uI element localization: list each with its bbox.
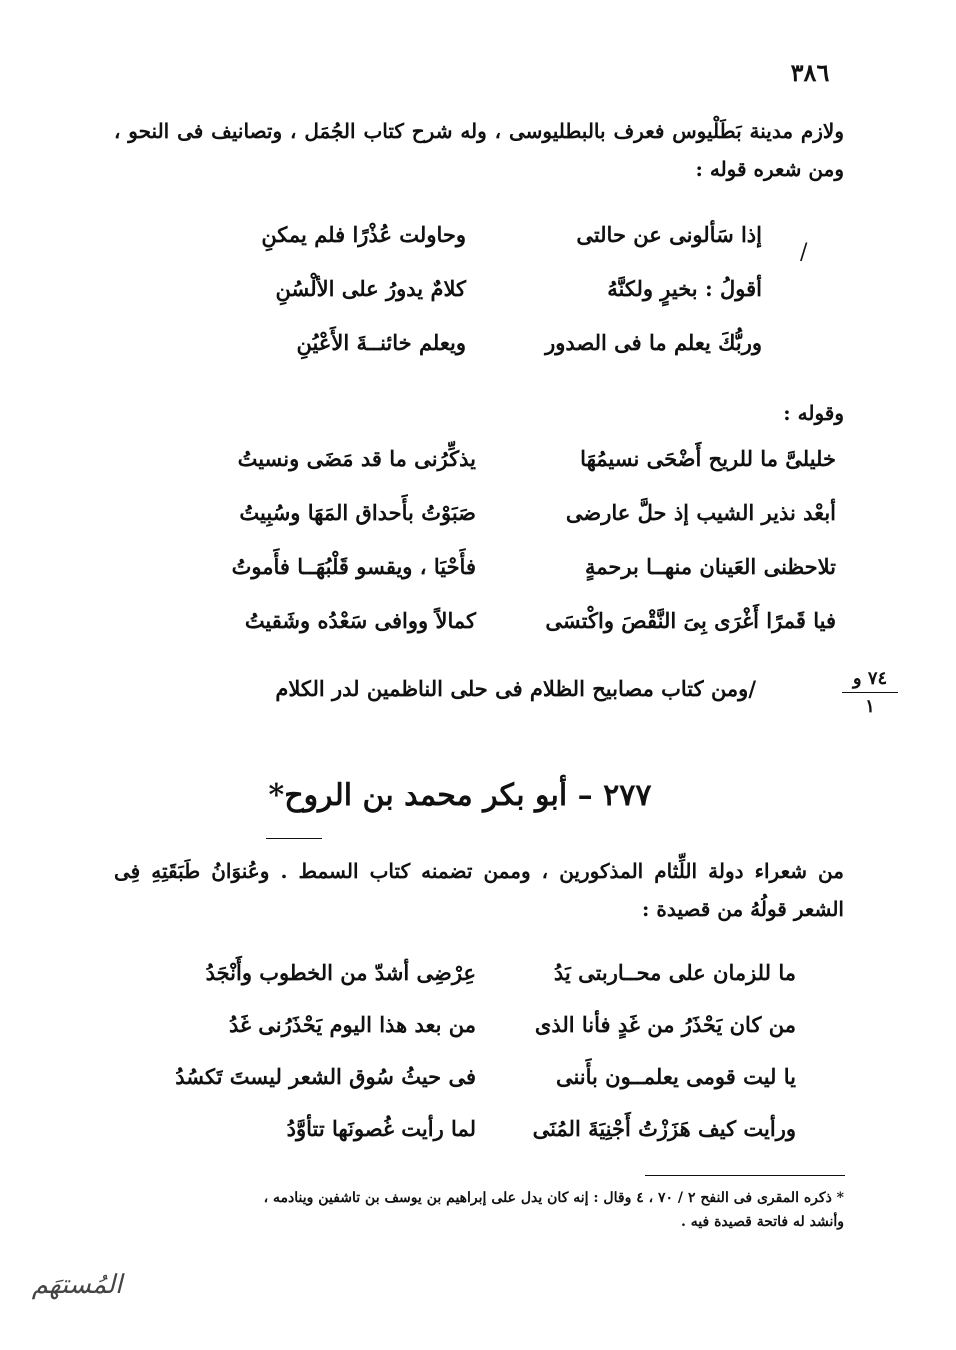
poem1-verse-1-first: إذا سَألونى عن حالتى [576,222,762,247]
poem3-verse-1-second: عِرْضِى أشدّ من الخطوب وأَنْجَدُ [205,960,476,985]
poem2-verse-3-second: فأَحْيَا ، ويقسو قَلْبُهَــا فأَموتُ [231,554,476,579]
poem1-verse-2-first: أقولُ : بخيرٍ ولكنَّهُ [607,276,762,301]
footnote-line-2: وأنشد له فاتحة قصيدة فيه . [681,1214,844,1230]
poem2-verse-1 [0,446,956,492]
footnote-line-1: * ذكره المقرى فى النفح ٢ / ٧٠ ، ٤ وقال : إنه كان يدل على إبراهيم بن يوسف بن تاشفين وينادمه ، [263,1190,844,1206]
poem2-verse-3 [0,554,956,600]
heading-underline [266,838,322,839]
poem2-verse-2-first: أبعْد نذير الشيب إذ حلَّ عارضى [565,500,836,525]
poem2-verse-1-first: خليلىَّ ما للريح أَضْحَى نسيمُهَا [580,446,836,471]
section-heading: ٢٧٧ – أبو بكر محمد بن الروح* [268,778,652,813]
margin-folio-note [842,668,898,717]
poem3-verse-3 [0,1064,956,1110]
poem1-verse-1-second: وحاولت عُذْرًا فلم يمكنِ [261,222,466,247]
poem2-verse-4 [0,608,956,654]
poem2-verse-4-second: كمالاً ووافى سَعْدُه وشَقيتُ [244,608,476,633]
margin-note-top: ٧٤ و [842,668,898,693]
poem3-verse-4-first: ورأيت كيف هَزَزْتُ أَجْنِيَةَ المُنَى [532,1116,796,1141]
poem3-verse-3-first: يا ليت قومى يعلمــون بأَننى [555,1064,796,1089]
poem1-verse-2 [0,276,956,322]
poem3-verse-2-first: من كان يَحْذَرُ من غَدٍ فأنا الذى [534,1012,796,1037]
footnote-rule [645,1175,845,1176]
poem2-verse-4-first: فيا قَمرًا أَغْرَى بِىَ النَّقْصَ واكْتسَى [545,608,836,633]
poem3-verse-4-second: لما رأيت غُصونَها تتأوَّدُ [286,1116,476,1141]
paragraph-1: ولازم مدينة بَطَلْيوس فعرف بالبطليوسى ، وله شرح كتاب الجُمَل ، وتصانيف فى النحو ، ومن شعره قوله : [114,119,844,181]
intro-2: وقوله : [783,401,844,425]
page-number: ٣٨٦ [790,58,830,87]
poem1-verse-3-first: وربُّكَ يعلم ما فى الصدور [545,330,762,355]
poem2-verse-2-second: صَبَوْتُ بأَحداق المَهَا وسُبِيتُ [239,500,476,525]
poem1-verse-1 [0,222,956,268]
poem1-verse-3 [0,330,956,376]
poem3-verse-3-second: فى حيثُ سُوق الشعر ليستَ تَكسُدُ [175,1064,476,1089]
poem3-verse-1-first: ما للزمان على محــاربتى يَدُ [553,960,796,985]
margin-note-bottom: ١ [865,696,875,717]
poem2-verse-1-second: يذكِّرُنى ما قد مَضَى ونسيتُ [237,446,476,471]
poem3-verse-2 [0,1012,956,1058]
poem1-verse-2-second: كلامٌ يدورُ على الألْسُنِ [275,276,466,301]
poem2-verse-2 [0,500,956,546]
poem3-verse-1 [0,960,956,1006]
source-line: /ومن كتاب مصابيح الظلام فى حلى الناظمين لدر الكلام [275,676,756,701]
margin-tick: / [800,240,808,265]
watermark-logo: المُستهَم [31,1270,123,1300]
paragraph-2: من شعراء دولة اللِّثام المذكورين ، وممن تضمنه كتاب السمط . وعُنوَانُ طَبَقَتِهِ فِى الشعر قولُهُ من قصيدة : [114,859,844,921]
poem2-verse-3-first: تلاحظنى العَينان منهــا برحمةٍ [585,554,836,579]
footnote [114,1186,844,1234]
poem1-verse-3-second: ويعلم خائنــةَ الأَعْيُنِ [296,330,466,355]
poem3-verse-2-second: من بعد هذا اليوم يَحْذَرُنى غَدُ [228,1012,476,1037]
poem3-verse-4 [0,1116,956,1162]
